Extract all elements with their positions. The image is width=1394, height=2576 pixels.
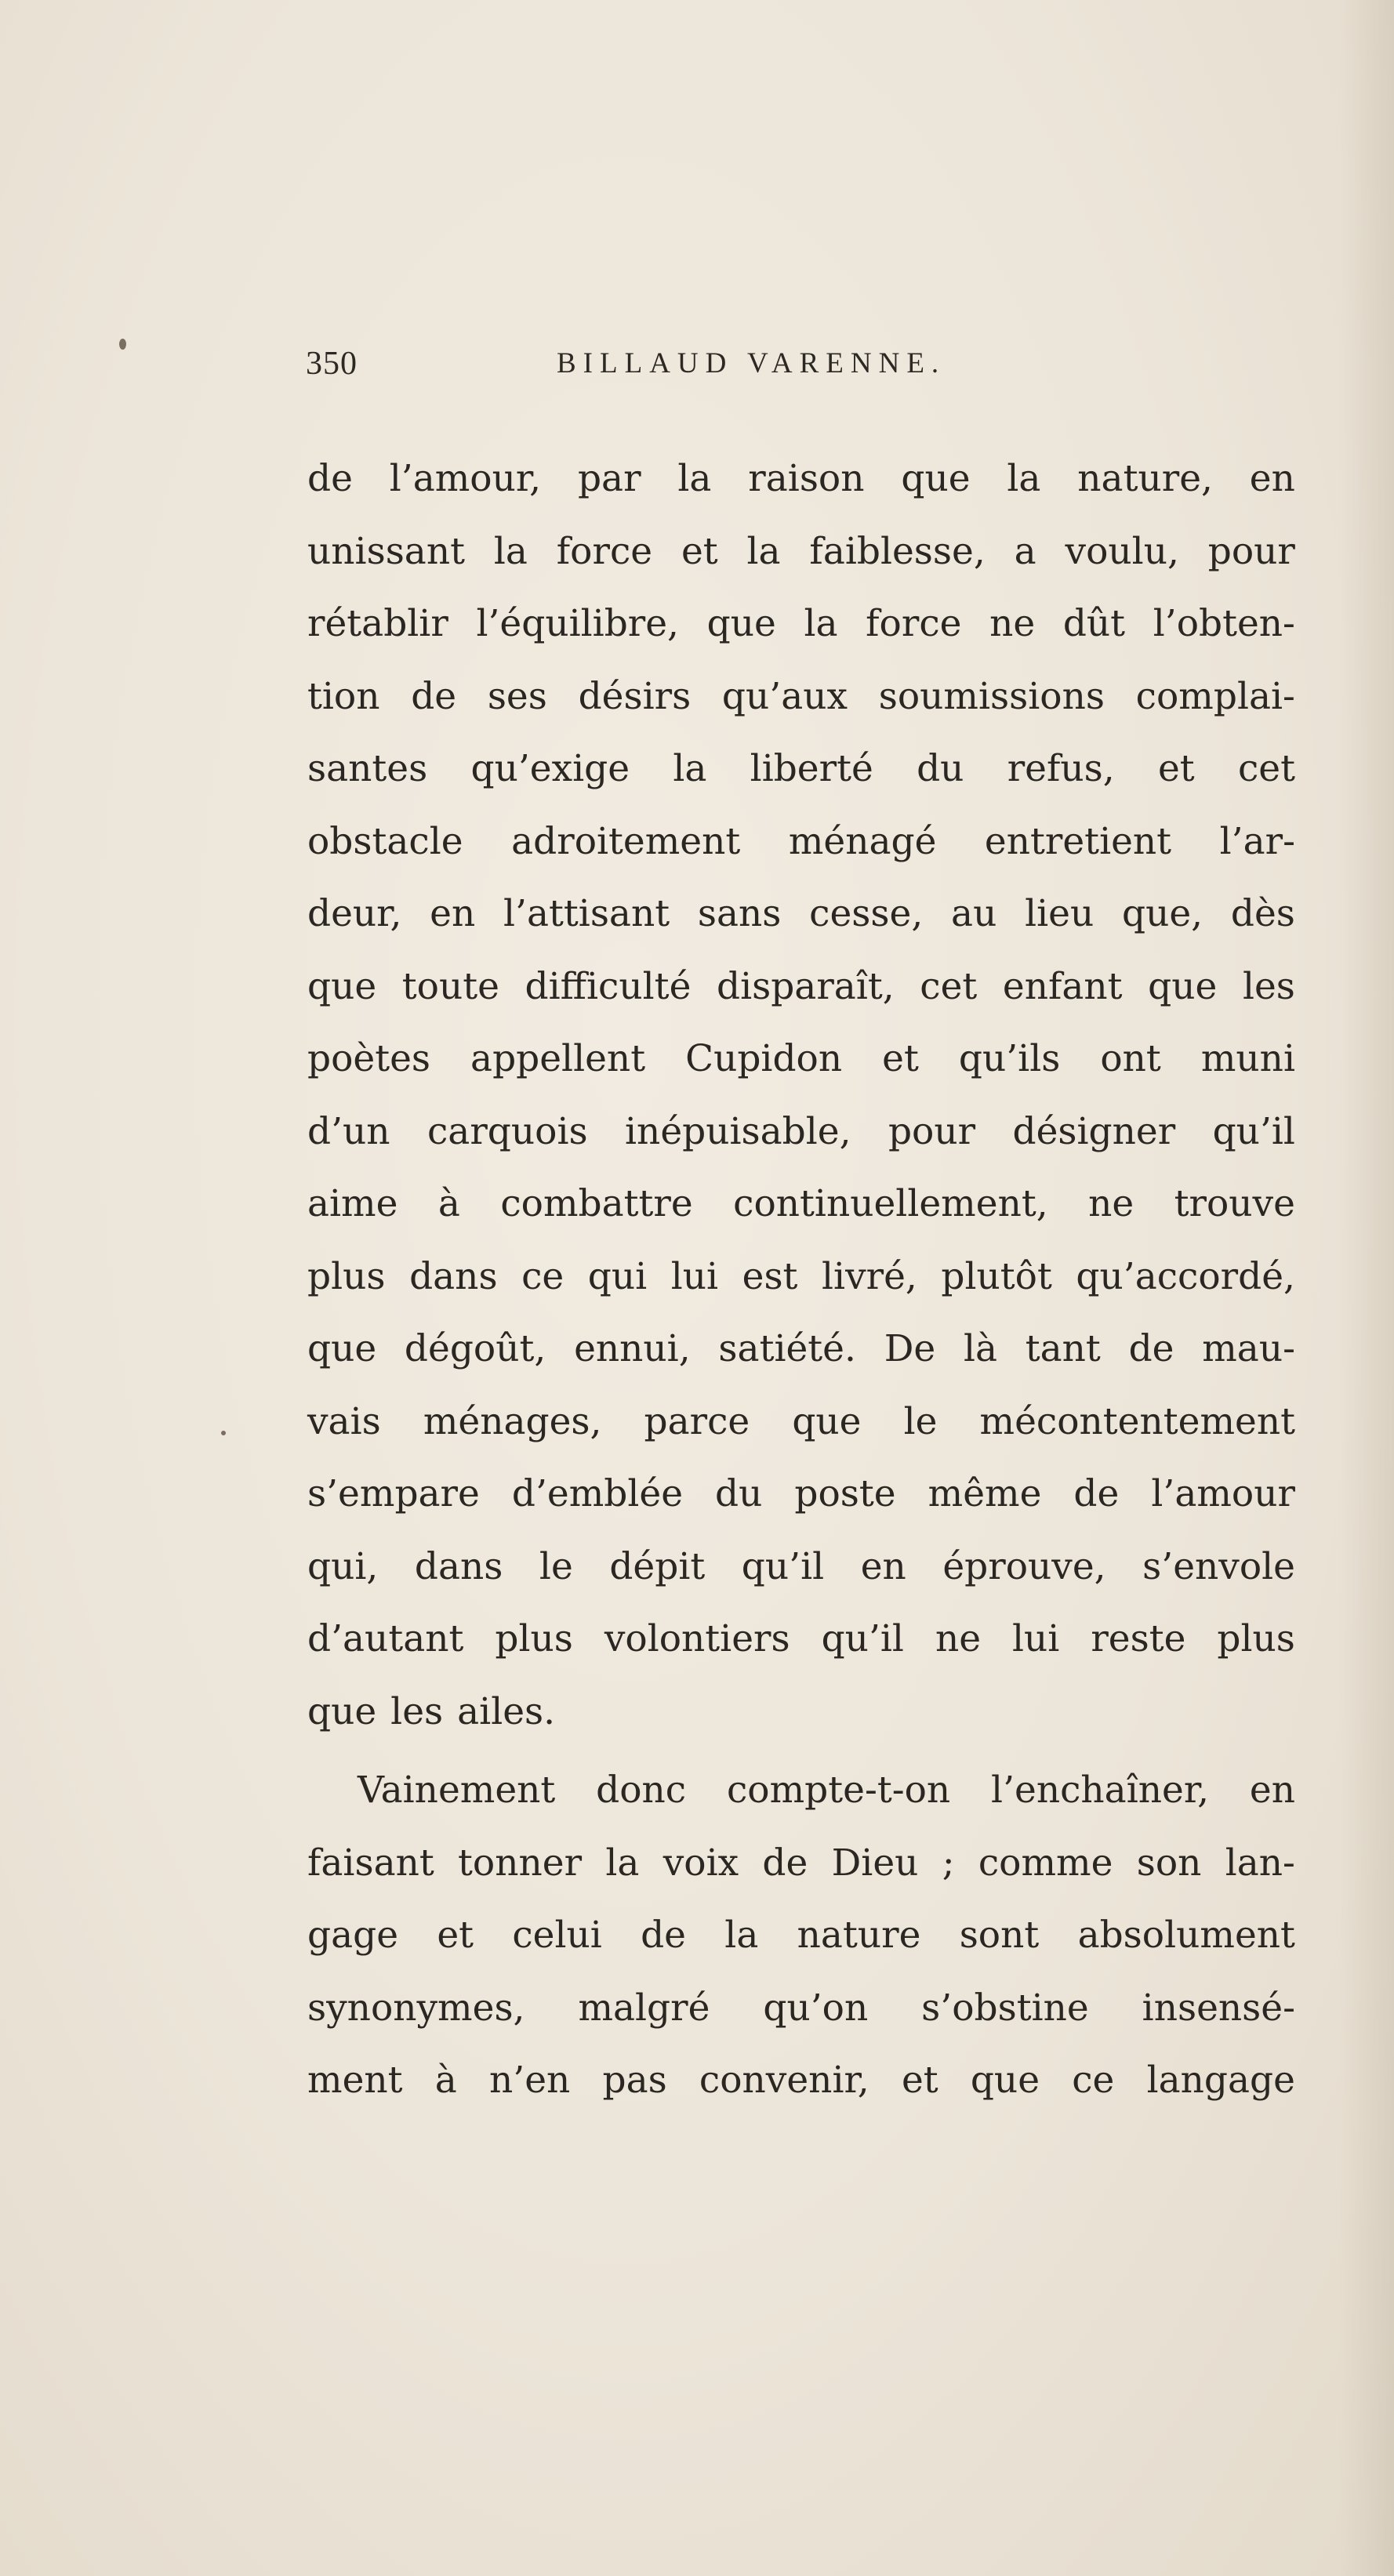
- word: la: [673, 747, 707, 790]
- word: que: [792, 1399, 862, 1443]
- text-line: [307, 2044, 1295, 2117]
- word: ce: [1072, 2059, 1115, 2102]
- word: à: [434, 2059, 457, 2102]
- word: enfant: [1002, 964, 1123, 1008]
- text-line: [307, 1168, 1295, 1241]
- word: De: [884, 1327, 936, 1370]
- word: les: [1242, 964, 1295, 1008]
- text-line: [307, 1386, 1295, 1459]
- word: d’autant: [307, 1617, 464, 1660]
- word: mau-: [1202, 1327, 1295, 1370]
- word: convenir,: [699, 2059, 869, 2102]
- word: dépit: [609, 1544, 706, 1588]
- text-line: [307, 1754, 1295, 1827]
- word: l’obten-: [1153, 602, 1295, 645]
- word: obstacle: [307, 819, 463, 863]
- word: tant: [1025, 1327, 1101, 1370]
- word: unissant: [307, 529, 465, 573]
- word: par: [577, 457, 641, 500]
- word: qu’il: [821, 1617, 904, 1660]
- word: plus: [1217, 1617, 1295, 1660]
- word: santes: [307, 747, 428, 790]
- word: ne: [1088, 1182, 1134, 1225]
- word: en: [1249, 1769, 1295, 1812]
- word: et: [681, 529, 718, 573]
- word: sans: [697, 892, 782, 935]
- word: qu’accordé,: [1076, 1254, 1295, 1298]
- word: disparaît,: [716, 964, 895, 1008]
- word: rétablir: [307, 602, 448, 645]
- word: reste: [1091, 1617, 1186, 1660]
- word: la: [493, 529, 528, 573]
- text-line: [307, 1023, 1295, 1096]
- word: dans: [414, 1544, 503, 1588]
- word: la: [605, 1841, 640, 1885]
- word: ont: [1100, 1037, 1161, 1080]
- word: tion: [307, 674, 380, 718]
- word: donc: [596, 1769, 687, 1812]
- word: lui: [1012, 1617, 1060, 1660]
- word: Vainement: [358, 1769, 556, 1812]
- word: l’équilibre,: [476, 602, 679, 645]
- word: les: [390, 1689, 444, 1733]
- word: qu’il: [741, 1544, 825, 1588]
- word: dès: [1230, 892, 1295, 935]
- word: qui,: [307, 1544, 379, 1588]
- word: raison: [748, 457, 865, 500]
- word: malgré: [578, 1986, 710, 2030]
- word: qu’on: [763, 1986, 869, 2030]
- text-line: [307, 1603, 1295, 1676]
- word: ennui,: [574, 1327, 691, 1370]
- word: ménages,: [423, 1399, 602, 1443]
- paragraph-gap: [307, 1748, 1295, 1754]
- word: d’un: [307, 1109, 390, 1153]
- text-line: [307, 951, 1295, 1024]
- word: cesse,: [809, 892, 924, 935]
- word: entretient: [984, 819, 1172, 863]
- word: volontiers: [604, 1617, 790, 1660]
- word: poste: [794, 1472, 896, 1515]
- word: l’amour: [1151, 1472, 1295, 1515]
- word: l’ar-: [1219, 819, 1295, 863]
- word: et: [437, 1914, 474, 1957]
- word: difficulté: [525, 964, 692, 1008]
- word: l’amour,: [389, 457, 542, 500]
- word: poètes: [307, 1037, 431, 1080]
- word: du: [715, 1472, 763, 1515]
- word: à: [437, 1182, 460, 1225]
- word: insensé-: [1142, 1986, 1295, 2030]
- word: s’empare: [307, 1472, 480, 1515]
- word: aime: [307, 1182, 398, 1225]
- word: que: [901, 457, 971, 500]
- text-line: [307, 516, 1295, 589]
- word: là: [963, 1327, 997, 1370]
- ink-speck: [221, 1431, 226, 1435]
- word: compte-t-on: [726, 1769, 951, 1812]
- word: ce: [521, 1254, 564, 1298]
- word: et: [901, 2059, 938, 2102]
- word: nature,: [1077, 457, 1213, 500]
- text-line: [307, 588, 1295, 661]
- word: éprouve,: [942, 1544, 1106, 1588]
- word: le: [539, 1544, 573, 1588]
- word: faisant: [307, 1841, 434, 1885]
- word: qu’ils: [958, 1037, 1061, 1080]
- word: de: [411, 674, 457, 718]
- word: que: [307, 1327, 377, 1370]
- word: désirs: [578, 674, 692, 718]
- word: voulu,: [1065, 529, 1179, 573]
- word: que: [1148, 964, 1218, 1008]
- word: nature: [797, 1914, 921, 1957]
- word: de: [1128, 1327, 1174, 1370]
- word: pour: [888, 1109, 976, 1153]
- word: soumissions: [878, 674, 1105, 718]
- word: que,: [1122, 892, 1203, 935]
- text-line: [307, 443, 1295, 516]
- text-line: [307, 806, 1295, 879]
- word: complai-: [1135, 674, 1295, 718]
- word: s’obstine: [921, 1986, 1089, 2030]
- word: voix: [663, 1841, 739, 1885]
- word: plus: [495, 1617, 573, 1660]
- word: l’enchaîner,: [991, 1769, 1210, 1812]
- word: de: [762, 1841, 808, 1885]
- word: que: [307, 1689, 377, 1733]
- word: qu’exige: [470, 747, 630, 790]
- word: lieu: [1025, 892, 1095, 935]
- page-number: 350: [306, 346, 358, 382]
- word: vais: [307, 1399, 381, 1443]
- word: dans: [409, 1254, 498, 1298]
- word: son: [1136, 1841, 1202, 1885]
- text-line: [307, 1899, 1295, 1972]
- word: de: [307, 457, 353, 500]
- word: en: [1249, 457, 1295, 500]
- word: deur,: [307, 892, 402, 935]
- text-line: [307, 1313, 1295, 1386]
- word: ses: [487, 674, 547, 718]
- word: muni: [1200, 1037, 1295, 1080]
- word: force: [866, 602, 962, 645]
- word: continuellement,: [733, 1182, 1048, 1225]
- text-line: [307, 1241, 1295, 1314]
- word: adroitement: [511, 819, 741, 863]
- word: ménagé: [788, 819, 937, 863]
- word: comme: [978, 1841, 1113, 1885]
- word: pas: [602, 2059, 667, 2102]
- word: plus: [307, 1254, 386, 1298]
- word: lui: [670, 1254, 719, 1298]
- word: faiblesse,: [809, 529, 986, 573]
- word: le: [903, 1399, 938, 1443]
- word: s’envole: [1142, 1544, 1295, 1588]
- word: cet: [1237, 747, 1295, 790]
- word: celui: [512, 1914, 602, 1957]
- word: qui: [587, 1254, 648, 1298]
- word: ne: [935, 1617, 982, 1660]
- word: appellent: [470, 1037, 646, 1080]
- word: ;: [942, 1841, 955, 1885]
- ink-speck: [119, 339, 126, 350]
- word: Cupidon: [685, 1037, 843, 1080]
- word: du: [917, 747, 964, 790]
- word: en: [860, 1544, 906, 1588]
- word: qu’il: [1212, 1109, 1295, 1153]
- word: sont: [959, 1914, 1040, 1957]
- word: et: [1157, 747, 1195, 790]
- text-line: [307, 1458, 1295, 1531]
- word: trouve: [1174, 1182, 1295, 1225]
- word: la: [746, 529, 781, 573]
- word: que: [970, 2059, 1040, 2102]
- word: de: [641, 1914, 686, 1957]
- word: lan-: [1225, 1841, 1295, 1885]
- running-title: BILLAUD VARENNE.: [557, 347, 946, 379]
- word: la: [724, 1914, 759, 1957]
- body-text: [307, 443, 1295, 2117]
- word: même: [928, 1472, 1042, 1515]
- word: toute: [401, 964, 499, 1008]
- word: et: [882, 1037, 919, 1080]
- word: la: [1007, 457, 1041, 500]
- word: plutôt: [941, 1254, 1052, 1298]
- word: au: [951, 892, 997, 935]
- word: parce: [644, 1399, 750, 1443]
- word: dégoût,: [404, 1327, 546, 1370]
- word: tonner: [458, 1841, 583, 1885]
- word: la: [804, 602, 838, 645]
- word: a: [1014, 529, 1036, 573]
- word: en: [430, 892, 476, 935]
- word: la: [677, 457, 712, 500]
- word: est: [742, 1254, 798, 1298]
- text-line: [307, 733, 1295, 806]
- word: que: [307, 964, 377, 1008]
- text-line: [307, 1827, 1295, 1900]
- word: satiété.: [718, 1327, 856, 1370]
- word: d’emblée: [511, 1472, 684, 1515]
- text-line: [307, 1676, 1295, 1749]
- word: que: [706, 602, 776, 645]
- word: refus,: [1007, 747, 1115, 790]
- word: force: [556, 529, 653, 573]
- word: qu’aux: [721, 674, 848, 718]
- text-line: [307, 878, 1295, 951]
- word: pour: [1207, 529, 1295, 573]
- word: ment: [307, 2059, 403, 2102]
- word: de: [1073, 1472, 1120, 1515]
- word: Dieu: [831, 1841, 919, 1885]
- word: absolument: [1077, 1914, 1295, 1957]
- text-line: [307, 1972, 1295, 2045]
- word: gage: [307, 1914, 399, 1957]
- word: désigner: [1012, 1109, 1176, 1153]
- word: synonymes,: [307, 1986, 525, 2030]
- word: n’en: [488, 2059, 571, 2102]
- word: carquois: [427, 1109, 588, 1153]
- word: liberté: [750, 747, 873, 790]
- page-edge-shadow: [1339, 0, 1394, 2576]
- text-line: [307, 1096, 1295, 1169]
- word: livré,: [822, 1254, 917, 1298]
- word: mécontentement: [979, 1399, 1295, 1443]
- text-line: [307, 1531, 1295, 1604]
- running-header: [306, 345, 1313, 392]
- word: ailes.: [457, 1689, 556, 1733]
- word: dût: [1062, 602, 1126, 645]
- word: l’attisant: [503, 892, 670, 935]
- word: combattre: [500, 1182, 693, 1225]
- word: langage: [1146, 2059, 1295, 2102]
- word: ne: [989, 602, 1036, 645]
- word: inépuisable,: [625, 1109, 851, 1153]
- text-line: [307, 661, 1295, 734]
- word: cet: [920, 964, 978, 1008]
